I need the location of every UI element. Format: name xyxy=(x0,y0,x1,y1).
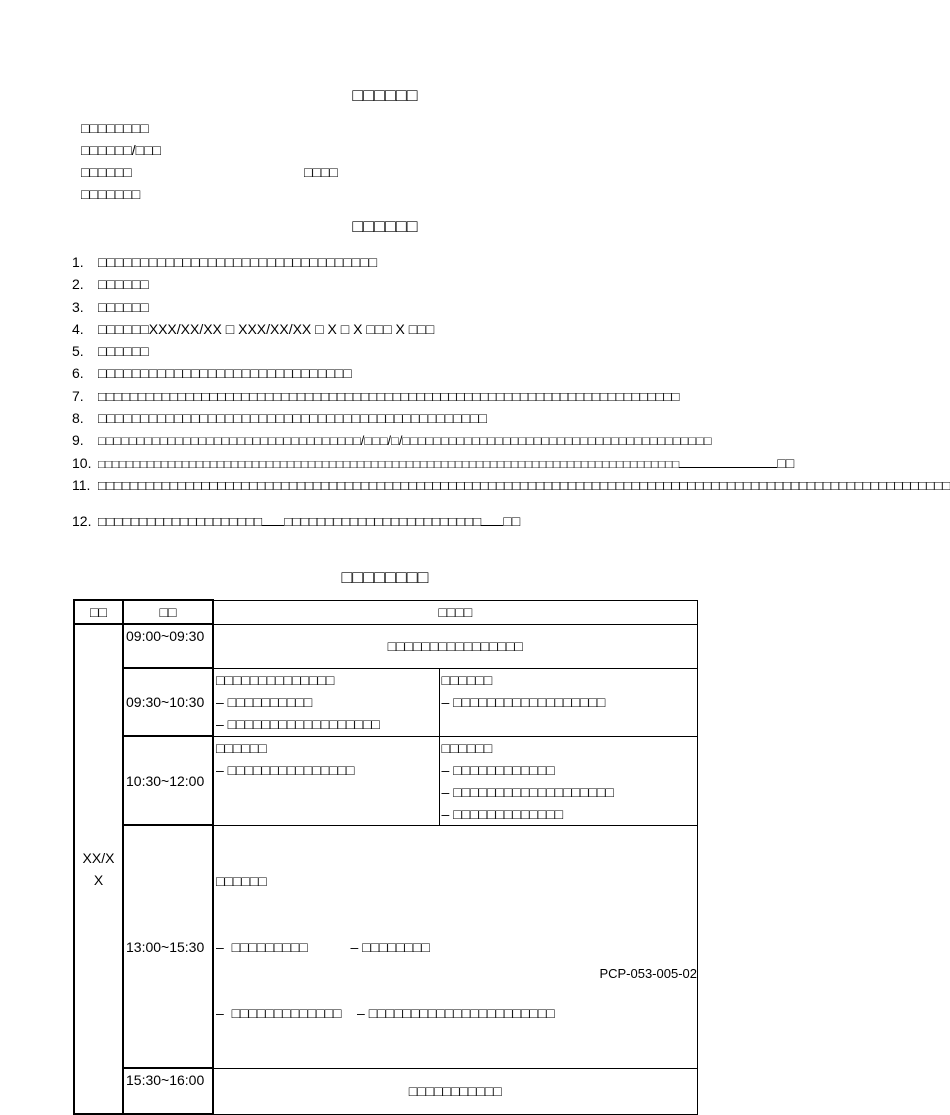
blank-line xyxy=(481,511,503,526)
item-text: □□□□□□□□□□□□□□□□□□□□□□□□□□□□□□□□□□/□□□/□/□□□□□□□□□□□□□□□□□□□□□□□□□□□□□□□□□□□□□□□□ xyxy=(98,433,712,449)
item-text: □□□□□□□□□□□□□□□□□□□□□□□□□□□□□□□□□□□□□□□□□□□□□□ xyxy=(98,410,487,427)
list-item xyxy=(72,452,795,474)
notice-list xyxy=(72,251,950,533)
item-number: 1. xyxy=(72,254,84,270)
content-cell xyxy=(213,736,439,825)
session-title: □□□□□□ xyxy=(216,739,267,756)
item-number: 11. xyxy=(72,476,91,493)
time-cell: 09:00~09:30 xyxy=(123,624,213,668)
content-cell: □□□□□□□□□□□ xyxy=(213,1068,697,1114)
item-tail: □□ xyxy=(503,513,521,530)
item-number: 10. xyxy=(72,454,92,471)
item-number: 6. xyxy=(72,365,84,382)
list-item xyxy=(72,273,712,295)
document-code: PCP-053-005-02 xyxy=(599,966,697,981)
list-item xyxy=(72,407,712,429)
time-cell: 09:30~10:30 xyxy=(123,668,213,736)
time-cell: 15:30~16:00 xyxy=(123,1068,213,1114)
item-text: □□□□□□ xyxy=(98,343,149,360)
page-title: □□□□□□ xyxy=(352,85,418,105)
item-text: □□□□□□□□□□□□□□□□□□□□□□□□□□□□□□ xyxy=(98,365,352,382)
session-item: – □□□□□□□□□□□□□□□□□□ xyxy=(216,715,380,732)
session-title: □□□□□□ xyxy=(441,739,493,756)
time-cell: 13:00~15:30 xyxy=(123,825,213,1068)
list-item xyxy=(72,296,712,318)
item-text: □□□□□□□□□□□□□□□□□□□□□□□□□□□□□□□□□□□□□□□□□□□□□□□□□□□□□□□□□□□□□□□□□□□□□□□□□□□□□□□□□□□ xyxy=(98,457,680,471)
item-text: □□□□□□XXX/XX/XX □ XXX/XX/XX □ X □ X □□□ X □□□ xyxy=(98,320,435,337)
content-cell xyxy=(439,668,697,736)
session-item: – □□□□□□□□□□□□□□□ xyxy=(216,761,355,778)
content-cell xyxy=(439,736,697,825)
list-item xyxy=(72,474,950,496)
content-cell xyxy=(213,825,697,1068)
item-text: □□□□□□□□□□□□□□□□□□□□□□□□□□□□□□□□□□□□□□□□□□□□□□□□□□□□□□□□□□□□□□□□□□□□□□□□□□□□□□□□□□□□□□□□□□□□□□□□□□□□□□□□□□□ xyxy=(98,477,950,493)
session-item: – □□□□□□□□□□□□□ xyxy=(441,805,564,822)
list-item xyxy=(72,362,712,384)
item-number: 3. xyxy=(72,298,84,315)
item-number: 8. xyxy=(72,410,84,427)
field-line: □□□□□□□□ xyxy=(81,120,149,136)
notice-title: □□□□□□ xyxy=(352,216,418,236)
item-text: □□□□□□□□□□□□□□□□□□□□□□□□□□□□□□□□□□□□□□□□□□□□□□□□□□□□□□□□□□□□□□□□□□□□□□□□□ xyxy=(98,388,680,404)
time-cell: 10:30~12:00 xyxy=(123,736,213,825)
session-item: – □□□□□□□□□□ xyxy=(216,693,313,710)
item-number: 7. xyxy=(72,387,84,404)
item-mid: □□□□□□□□□□□□□□□□□□□□□□□□ xyxy=(284,514,482,530)
session-item: – □□□□□□□□□□□□ xyxy=(441,761,555,778)
session-item: – □□□□□□□□□□□□□□□□□□ xyxy=(441,693,606,710)
list-item xyxy=(72,510,712,532)
field-line: □□□□□□□ xyxy=(81,186,141,202)
session-title: □□□□□□ xyxy=(441,671,493,688)
content-cell: □□□□□□□□□□□□□□□□ xyxy=(213,624,697,668)
field-line: □□□□□□ xyxy=(81,164,132,180)
session-item: – □□□□□□□□□ – □□□□□□□□ xyxy=(216,938,430,955)
header-cell: □□ xyxy=(123,600,213,624)
item-text: □□□□□□ xyxy=(98,298,149,315)
item-number: 12. xyxy=(72,513,92,530)
list-item xyxy=(72,385,712,407)
list-item xyxy=(72,429,712,451)
item-number: 5. xyxy=(72,343,84,360)
item-number: 2. xyxy=(72,276,84,293)
item-number: 4. xyxy=(72,320,84,337)
date-cell: XX/XX xyxy=(74,624,123,1114)
item-text: □□□□□□ xyxy=(98,276,149,293)
schedule-title: □□□□□□□□ xyxy=(341,567,429,587)
header-cell: □□ xyxy=(74,600,123,624)
session-item: – □□□□□□□□□□□□□□□□□□□ xyxy=(441,783,614,800)
session-title: □□□□□□□□□□□□□□ xyxy=(216,671,335,688)
session-item: – □□□□□□□□□□□□□ – □□□□□□□□□□□□□□□□□□□□□□ xyxy=(216,1004,555,1021)
session-title: □□□□□□ xyxy=(216,872,267,889)
list-item xyxy=(72,340,712,362)
header-cell: □□□□ xyxy=(213,600,697,624)
list-item xyxy=(72,251,712,273)
item-number: 9. xyxy=(72,432,84,449)
item-text: □□□□□□□□□□□□□□□□□□□□□□□□□□□□□□□□□ xyxy=(98,254,378,270)
content-cell xyxy=(213,668,439,736)
list-item xyxy=(72,318,712,340)
field-line: □□□□□□/□□□ xyxy=(81,142,161,158)
blank-line xyxy=(262,511,284,526)
blank-line xyxy=(679,453,777,468)
field-line: □□□□ xyxy=(304,164,338,180)
schedule-table xyxy=(73,599,698,1115)
item-tail: □□ xyxy=(777,454,795,471)
item-text: □□□□□□□□□□□□□□□□□□□□ xyxy=(98,514,263,530)
